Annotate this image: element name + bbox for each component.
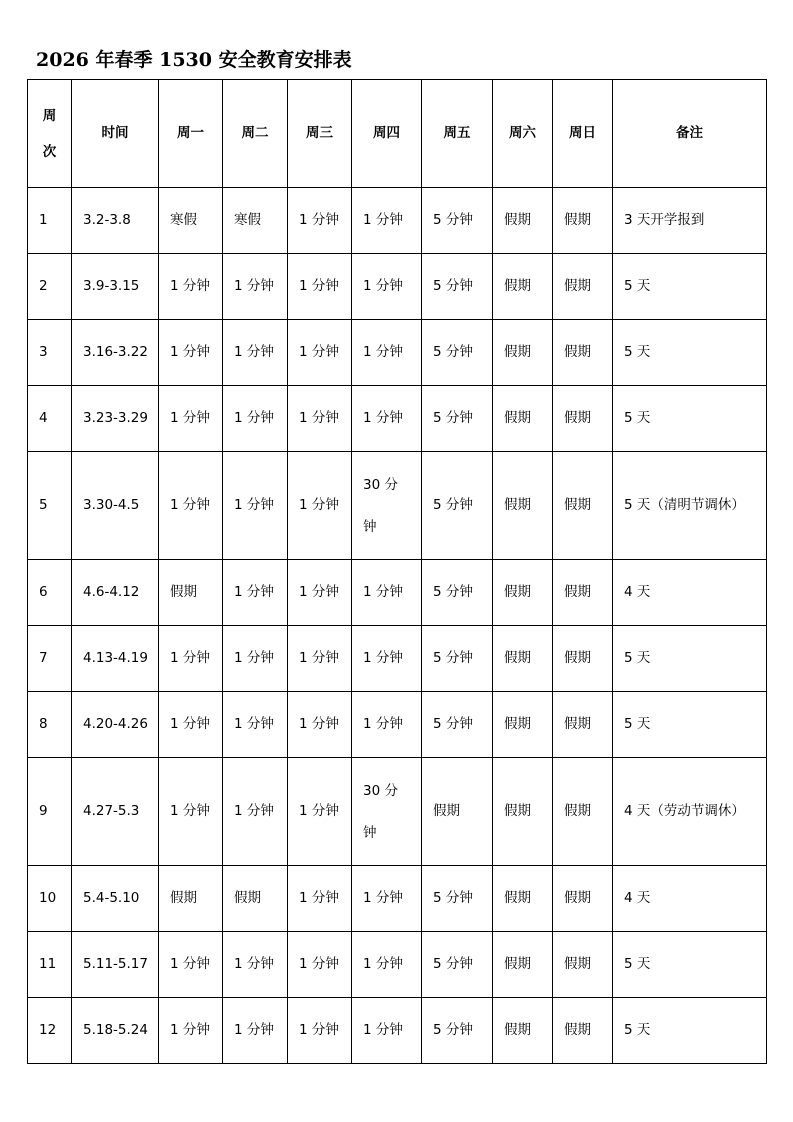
notes-cell: 5 天 — [613, 932, 767, 998]
header-thursday: 周四 — [352, 80, 422, 188]
notes-cell: 4 天（劳动节调休） — [613, 758, 767, 866]
saturday-cell: 假期 — [493, 320, 553, 386]
week-cell: 8 — [28, 692, 72, 758]
header-sunday: 周日 — [553, 80, 613, 188]
header-tuesday: 周二 — [223, 80, 288, 188]
time-cell: 5.18-5.24 — [72, 998, 159, 1064]
tuesday-cell: 1 分钟 — [223, 998, 288, 1064]
thursday-cell: 1 分钟 — [352, 320, 422, 386]
saturday-cell: 假期 — [493, 998, 553, 1064]
table-row — [28, 386, 767, 452]
header-saturday: 周六 — [493, 80, 553, 188]
notes-cell: 4 天 — [613, 866, 767, 932]
header-row — [28, 80, 767, 188]
week-cell: 6 — [28, 560, 72, 626]
notes-cell: 5 天 — [613, 320, 767, 386]
header-monday: 周一 — [159, 80, 223, 188]
notes-cell: 3 天开学报到 — [613, 188, 767, 254]
tuesday-cell: 1 分钟 — [223, 452, 288, 560]
table-row — [28, 626, 767, 692]
notes-cell: 5 天 — [613, 692, 767, 758]
thursday-cell-text: 30 分钟 — [363, 476, 398, 535]
sunday-cell: 假期 — [553, 188, 613, 254]
monday-cell: 1 分钟 — [159, 998, 223, 1064]
saturday-cell: 假期 — [493, 932, 553, 998]
sunday-cell: 假期 — [553, 626, 613, 692]
header-notes: 备注 — [613, 80, 767, 188]
sunday-cell: 假期 — [553, 320, 613, 386]
sunday-cell: 假期 — [553, 386, 613, 452]
wednesday-cell: 1 分钟 — [288, 998, 352, 1064]
week-cell: 12 — [28, 998, 72, 1064]
time-cell: 3.2-3.8 — [72, 188, 159, 254]
friday-cell: 5 分钟 — [422, 932, 493, 998]
notes-cell: 5 天 — [613, 998, 767, 1064]
saturday-cell: 假期 — [493, 386, 553, 452]
notes-cell: 5 天 — [613, 254, 767, 320]
sunday-cell: 假期 — [553, 692, 613, 758]
wednesday-cell: 1 分钟 — [288, 692, 352, 758]
monday-cell: 1 分钟 — [159, 692, 223, 758]
monday-cell: 1 分钟 — [159, 320, 223, 386]
time-cell: 3.23-3.29 — [72, 386, 159, 452]
sunday-cell: 假期 — [553, 254, 613, 320]
header-time: 时间 — [72, 80, 159, 188]
table-row — [28, 998, 767, 1064]
time-cell: 3.30-4.5 — [72, 452, 159, 560]
week-cell: 4 — [28, 386, 72, 452]
schedule-body — [28, 188, 767, 1064]
thursday-cell: 1 分钟 — [352, 866, 422, 932]
friday-cell: 5 分钟 — [422, 560, 493, 626]
thursday-cell — [352, 758, 422, 866]
saturday-cell: 假期 — [493, 692, 553, 758]
sunday-cell: 假期 — [553, 866, 613, 932]
wednesday-cell: 1 分钟 — [288, 452, 352, 560]
monday-cell: 1 分钟 — [159, 452, 223, 560]
schedule-table — [27, 79, 767, 1064]
thursday-cell-text: 30 分钟 — [363, 782, 398, 841]
time-cell: 3.16-3.22 — [72, 320, 159, 386]
saturday-cell: 假期 — [493, 626, 553, 692]
saturday-cell: 假期 — [493, 188, 553, 254]
time-cell: 3.9-3.15 — [72, 254, 159, 320]
table-row — [28, 320, 767, 386]
notes-cell: 5 天 — [613, 386, 767, 452]
tuesday-cell: 1 分钟 — [223, 254, 288, 320]
notes-cell: 4 天 — [613, 560, 767, 626]
thursday-cell: 1 分钟 — [352, 932, 422, 998]
header-friday: 周五 — [422, 80, 493, 188]
friday-cell: 5 分钟 — [422, 626, 493, 692]
time-cell: 5.11-5.17 — [72, 932, 159, 998]
time-cell: 5.4-5.10 — [72, 866, 159, 932]
thursday-cell: 1 分钟 — [352, 560, 422, 626]
friday-cell: 5 分钟 — [422, 998, 493, 1064]
friday-cell: 5 分钟 — [422, 452, 493, 560]
document-title: 2026 年春季 1530 安全教育安排表 — [36, 49, 352, 71]
thursday-cell: 1 分钟 — [352, 626, 422, 692]
tuesday-cell: 1 分钟 — [223, 320, 288, 386]
monday-cell: 1 分钟 — [159, 254, 223, 320]
wednesday-cell: 1 分钟 — [288, 626, 352, 692]
table-row — [28, 452, 767, 560]
saturday-cell: 假期 — [493, 866, 553, 932]
friday-cell: 5 分钟 — [422, 320, 493, 386]
friday-cell: 假期 — [422, 758, 493, 866]
wednesday-cell: 1 分钟 — [288, 758, 352, 866]
sunday-cell: 假期 — [553, 998, 613, 1064]
header-wednesday: 周三 — [288, 80, 352, 188]
week-cell: 5 — [28, 452, 72, 560]
tuesday-cell: 1 分钟 — [223, 560, 288, 626]
saturday-cell: 假期 — [493, 560, 553, 626]
monday-cell: 寒假 — [159, 188, 223, 254]
thursday-cell: 1 分钟 — [352, 386, 422, 452]
thursday-cell: 1 分钟 — [352, 188, 422, 254]
header-week: 周次 — [28, 80, 72, 188]
monday-cell: 假期 — [159, 560, 223, 626]
sunday-cell: 假期 — [553, 758, 613, 866]
tuesday-cell: 1 分钟 — [223, 626, 288, 692]
wednesday-cell: 1 分钟 — [288, 866, 352, 932]
saturday-cell: 假期 — [493, 452, 553, 560]
week-cell: 11 — [28, 932, 72, 998]
wednesday-cell: 1 分钟 — [288, 320, 352, 386]
monday-cell: 1 分钟 — [159, 758, 223, 866]
week-cell: 1 — [28, 188, 72, 254]
tuesday-cell: 寒假 — [223, 188, 288, 254]
table-row — [28, 758, 767, 866]
wednesday-cell: 1 分钟 — [288, 386, 352, 452]
tuesday-cell: 1 分钟 — [223, 932, 288, 998]
friday-cell: 5 分钟 — [422, 866, 493, 932]
wednesday-cell: 1 分钟 — [288, 188, 352, 254]
wednesday-cell: 1 分钟 — [288, 254, 352, 320]
time-cell: 4.27-5.3 — [72, 758, 159, 866]
week-cell: 7 — [28, 626, 72, 692]
friday-cell: 5 分钟 — [422, 386, 493, 452]
monday-cell: 1 分钟 — [159, 626, 223, 692]
monday-cell: 1 分钟 — [159, 386, 223, 452]
table-row — [28, 560, 767, 626]
sunday-cell: 假期 — [553, 560, 613, 626]
thursday-cell: 1 分钟 — [352, 692, 422, 758]
tuesday-cell: 1 分钟 — [223, 692, 288, 758]
friday-cell: 5 分钟 — [422, 188, 493, 254]
wednesday-cell: 1 分钟 — [288, 932, 352, 998]
friday-cell: 5 分钟 — [422, 254, 493, 320]
week-cell: 2 — [28, 254, 72, 320]
friday-cell: 5 分钟 — [422, 692, 493, 758]
time-cell: 4.6-4.12 — [72, 560, 159, 626]
notes-cell: 5 天 — [613, 626, 767, 692]
wednesday-cell: 1 分钟 — [288, 560, 352, 626]
thursday-cell — [352, 452, 422, 560]
sunday-cell: 假期 — [553, 932, 613, 998]
time-cell: 4.13-4.19 — [72, 626, 159, 692]
thursday-cell: 1 分钟 — [352, 254, 422, 320]
table-row — [28, 188, 767, 254]
week-cell: 3 — [28, 320, 72, 386]
table-row — [28, 254, 767, 320]
week-cell: 10 — [28, 866, 72, 932]
saturday-cell: 假期 — [493, 254, 553, 320]
sunday-cell: 假期 — [553, 452, 613, 560]
table-row — [28, 932, 767, 998]
monday-cell: 1 分钟 — [159, 932, 223, 998]
saturday-cell: 假期 — [493, 758, 553, 866]
monday-cell: 假期 — [159, 866, 223, 932]
tuesday-cell: 假期 — [223, 866, 288, 932]
tuesday-cell: 1 分钟 — [223, 758, 288, 866]
week-cell: 9 — [28, 758, 72, 866]
time-cell: 4.20-4.26 — [72, 692, 159, 758]
tuesday-cell: 1 分钟 — [223, 386, 288, 452]
table-row — [28, 866, 767, 932]
notes-cell: 5 天（清明节调休） — [613, 452, 767, 560]
table-row — [28, 692, 767, 758]
thursday-cell: 1 分钟 — [352, 998, 422, 1064]
